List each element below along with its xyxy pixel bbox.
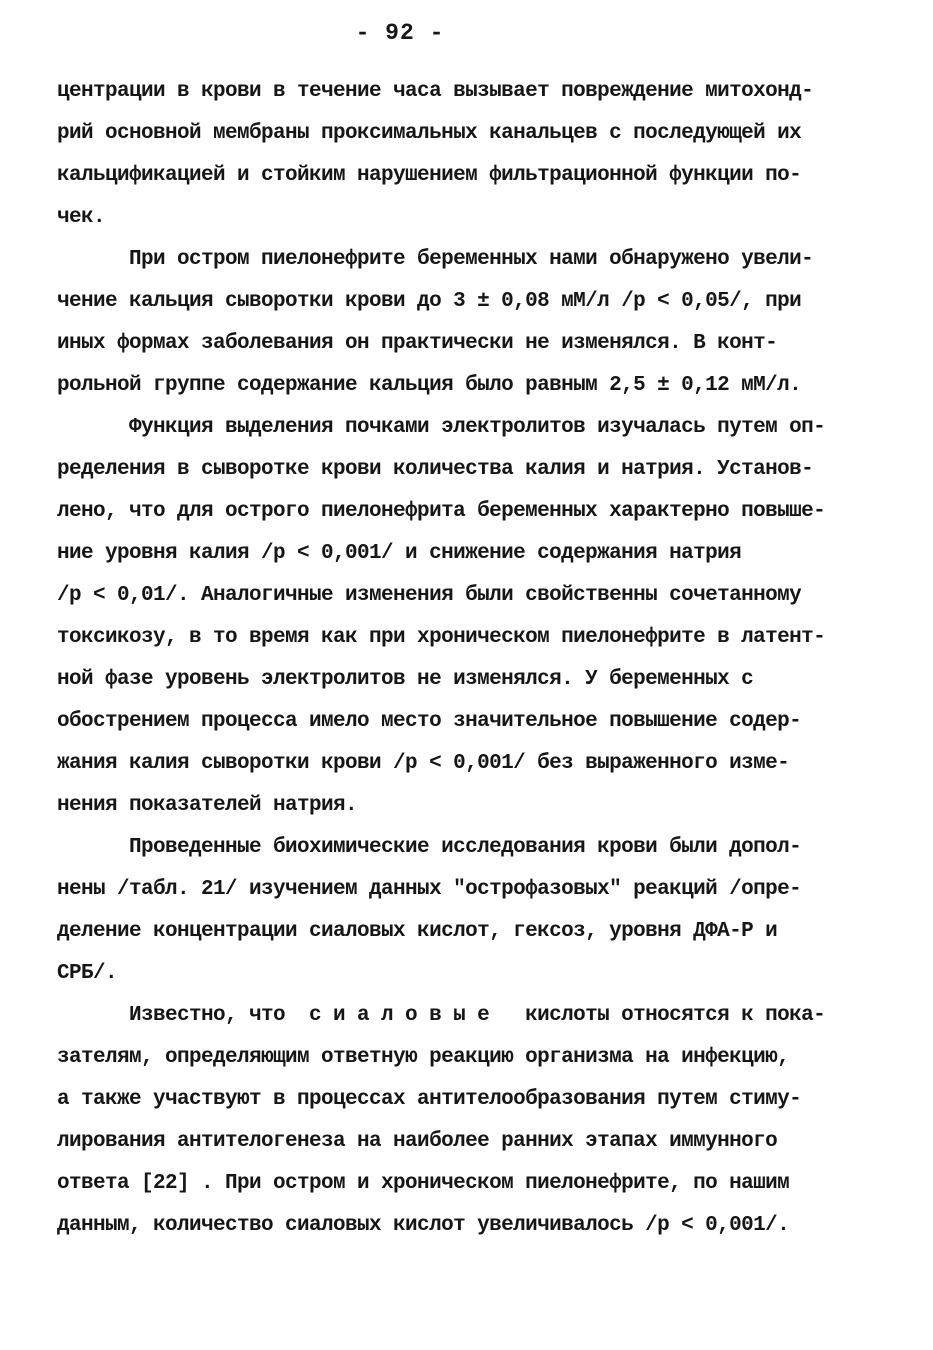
text-line: нены /табл. 21/ изучением данных "острофазовых" реакций /опре- (57, 878, 802, 901)
text-line: жания калия сыворотки крови /р < 0,001/ без выраженного изме- (57, 752, 790, 775)
text-line: кальцификацией и стойким нарушением фильтрационной функции по- (57, 164, 802, 187)
text-line: обострением процесса имело место значительное повышение содер- (57, 710, 802, 733)
text-line: деление концентрации сиаловых кислот, гексоз, уровня ДФА-Р и (57, 920, 778, 943)
text-line: Известно, что с и а л о в ы е кислоты относятся к пока- (57, 1004, 826, 1027)
text-line: Проведенные биохимические исследования крови были допол- (57, 836, 802, 859)
text-line: СРБ/. (57, 962, 118, 985)
text-line: данным, количество сиаловых кислот увеличивалось /р < 0,001/. (57, 1214, 790, 1237)
text-line: центрации в крови в течение часа вызывает повреждение митохонд- (57, 80, 814, 103)
text-line: /р < 0,01/. Аналогичные изменения были свойственны сочетанному (57, 584, 802, 607)
text-line: иных формах заболевания он практически не изменялся. В конт- (57, 332, 778, 355)
text-line: ределения в сыворотке крови количества калия и натрия. Установ- (57, 458, 814, 481)
page-number: - 92 - (355, 20, 445, 46)
text-line: Функция выделения почками электролитов изучалась путем оп- (57, 416, 826, 439)
text-line: зателям, определяющим ответную реакцию организма на инфекцию, (57, 1046, 790, 1069)
body-text (57, 71, 887, 1247)
text-line: токсикозу, в то время как при хроническом пиелонефрите в латент- (57, 626, 826, 649)
text-line: ной фазе уровень электролитов не изменялся. У беременных с (57, 668, 754, 691)
text-line: чение кальция сыворотки крови до 3 ± 0,08 мМ/л /р < 0,05/, при (57, 290, 802, 313)
text-line: чек. (57, 206, 106, 229)
text-line: лено, что для острого пиелонефрита беременных характерно повыше- (57, 500, 826, 523)
text-line: ние уровня калия /р < 0,001/ и снижение содержания натрия (57, 542, 742, 565)
text-line: При остром пиелонефрите беременных нами обнаружено увели- (57, 248, 814, 271)
text-line: а также участвуют в процессах антителообразования путем стиму- (57, 1088, 802, 1111)
text-line: рий основной мембраны проксимальных канальцев с последующей их (57, 122, 802, 145)
text-line: нения показателей натрия. (57, 794, 358, 817)
text-line: рольной группе содержание кальция было равным 2,5 ± 0,12 мМ/л. (57, 374, 802, 397)
text-line: ответа [22] . При остром и хроническом пиелонефрите, по нашим (57, 1172, 790, 1195)
text-line: лирования антителогенеза на наиболее ранних этапах иммунного (57, 1130, 778, 1153)
